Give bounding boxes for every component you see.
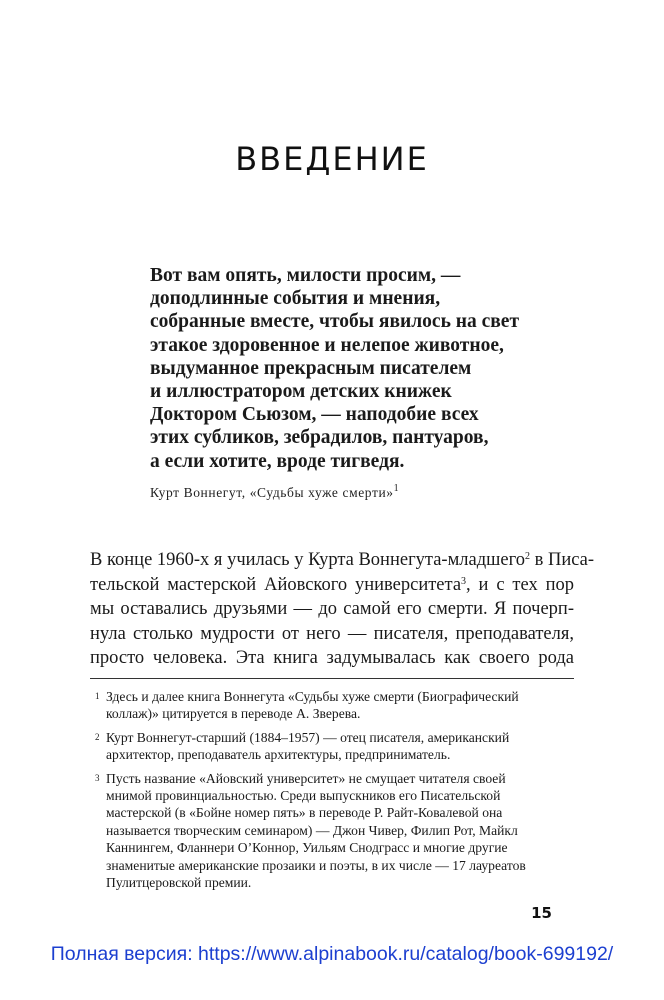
footnote-3 (95, 770, 574, 892)
footnotes (95, 688, 574, 897)
page-number: 15 (531, 904, 552, 922)
footnote-line (95, 688, 574, 705)
footnote-line (95, 729, 574, 746)
footnote-line: мастерской (в «Бойне номер пять» в переводе Р. Райт-Ковалевой она (106, 805, 503, 821)
footnote-line-text: Пусть название «Айовский университет» не смущает читателя своей (106, 770, 506, 786)
body-line: мы оставались друзьями — до самой его смерти. Я почерп- (90, 599, 574, 619)
epigraph-line: доподлинные события и мнения, (150, 288, 441, 310)
footnote-ref[interactable]: 2 (525, 551, 530, 562)
footnote-line-text: Здесь и далее книга Воннегута «Судьбы хуже смерти (Биографический (106, 689, 519, 704)
body-line-text: , и с тех пор (466, 574, 574, 595)
body-line-text: тельской мастерской Айовского университета (90, 574, 462, 595)
full-version-link[interactable]: Полная версия: https://www.alpinabook.ru/catalog/book-699192/ (50, 943, 614, 965)
epigraph-line: собранные вместе, чтобы явилось на свет (150, 311, 520, 333)
body-line-text: в Писа- (530, 550, 595, 570)
body-line-text: В конце 1960-х я училась у Курта Воннегута-младшего (90, 550, 525, 570)
epigraph-line: Вот вам опять, милости просим, — (150, 265, 461, 286)
footnote-line (95, 770, 574, 787)
footnote-line: Каннингем, Фланнери О’Коннор, Уильям Снодграсс и многие другие (106, 840, 508, 856)
footnote-line: знаменитые американские прозаики и поэты, в их числе — 17 лауреатов (106, 857, 526, 873)
chapter-title: ВВЕДЕНИЕ (235, 140, 429, 178)
footnote-divider (90, 678, 574, 679)
footnote-ref[interactable]: 1 (393, 482, 400, 494)
body-line: просто человека. Эта книга задумывалась как своего рода (90, 648, 574, 668)
body-line (90, 548, 595, 573)
footnote-mark: 3 (95, 772, 100, 783)
epigraph-line: а если хотите, вроде тигведя. (150, 450, 405, 472)
body-paragraph (90, 548, 595, 671)
epigraph-line: и иллюстратором детских книжек (150, 381, 452, 403)
footnote-2 (95, 729, 574, 764)
footnote-mark: 2 (95, 731, 100, 742)
footnote-line: Пулитцеровской премии. (106, 875, 252, 891)
footnote-line: коллаж)» цитируется в переводе А. Зверева. (106, 706, 361, 722)
footnote-line: мнимой провинциальностью. Среди выпускников его Писательской (106, 788, 501, 804)
epigraph-line: этих субликов, зебрадилов, пантуаров, (150, 427, 489, 449)
epigraph-line: выдуманное прекрасным писателем (150, 357, 472, 379)
footnote-mark: 1 (95, 691, 100, 701)
epigraph (150, 264, 550, 501)
footnote-1 (95, 688, 574, 723)
epigraph-line: этакое здоровенное и нелепое животное, (150, 334, 504, 356)
body-line (90, 573, 574, 598)
footnote-line-text: Курт Воннегут-старший (1884–1957) — отец писателя, американский (106, 729, 510, 745)
epigraph-source (150, 482, 550, 501)
footnote-line: называется творческим семинаром) — Джон Чивер, Филип Рот, Майкл (106, 822, 518, 838)
body-line: нула столько мудрости от него — писателя, преподавателя, (90, 623, 574, 644)
epigraph-source-text: Курт Воннегут, «Судьбы хуже смерти» (150, 484, 394, 500)
epigraph-line: Доктором Сьюзом, — наподобие всех (150, 404, 479, 426)
footnote-line: архитектор, преподаватель архитектуры, предприниматель. (106, 747, 451, 763)
footnote-ref[interactable]: 3 (461, 575, 467, 587)
